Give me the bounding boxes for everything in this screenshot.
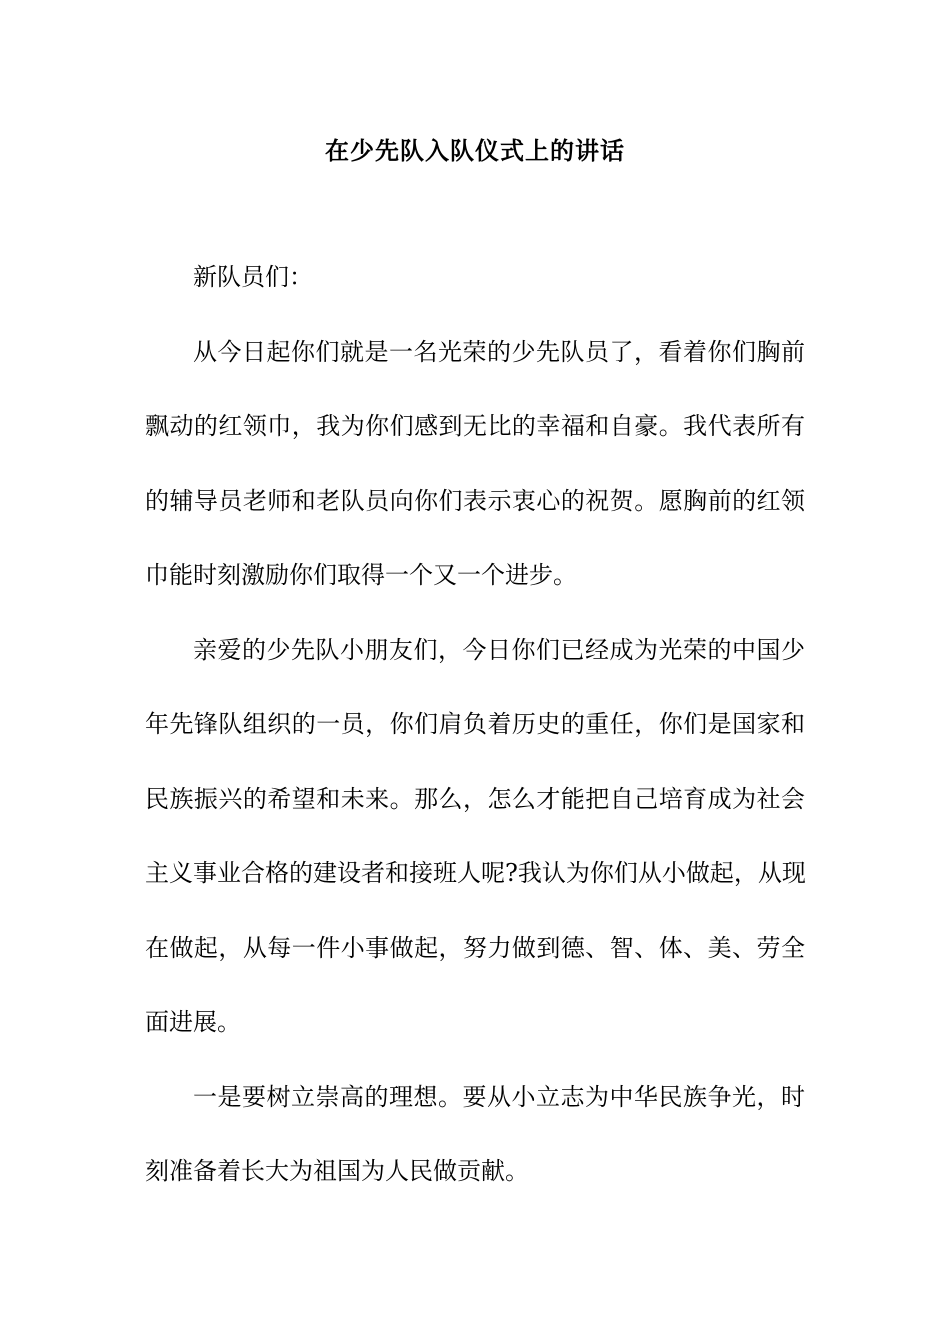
paragraph-line: 主义事业合格的建设者和接班人呢?我认为你们从小做起，从现	[145, 859, 806, 887]
paragraph-line: 巾能时刻激励你们取得一个又一个进步。	[145, 561, 577, 589]
paragraph-line: 年先锋队组织的一员，你们肩负着历史的重任，你们是国家和	[145, 710, 805, 738]
paragraph-line: 的辅导员老师和老队员向你们表示衷心的祝贺。愿胸前的红领	[145, 486, 805, 515]
paragraph-line: 飘动的红领巾，我为你们感到无比的幸福和自豪。我代表所有	[145, 412, 805, 440]
paragraph-line: 面进展。	[145, 1008, 241, 1036]
paragraph-line: 一是要树立崇高的理想。要从小立志为中华民族争光，时	[193, 1082, 805, 1111]
paragraph-1	[145, 315, 805, 613]
paragraph-2	[145, 613, 805, 1060]
paragraph-line: 在做起，从每一件小事做起，努力做到德、智、体、美、劳全	[145, 933, 805, 962]
paragraph-line: 刻准备着长大为祖国为人民做贡献。	[145, 1157, 529, 1185]
document-title: 在少先队入队仪式上的讲话	[325, 136, 625, 165]
paragraph-line: 民族振兴的希望和未来。那么，怎么才能把自己培育成为社会	[145, 784, 805, 813]
document-body	[145, 240, 805, 1209]
salutation: 新队员们：	[193, 263, 313, 291]
paragraph-3	[145, 1060, 805, 1209]
paragraph-line: 亲爱的少先队小朋友们，今日你们已经成为光荣的中国少	[193, 635, 805, 664]
paragraph-line: 从今日起你们就是一名光荣的少先队员了，看着你们胸前	[193, 337, 805, 366]
